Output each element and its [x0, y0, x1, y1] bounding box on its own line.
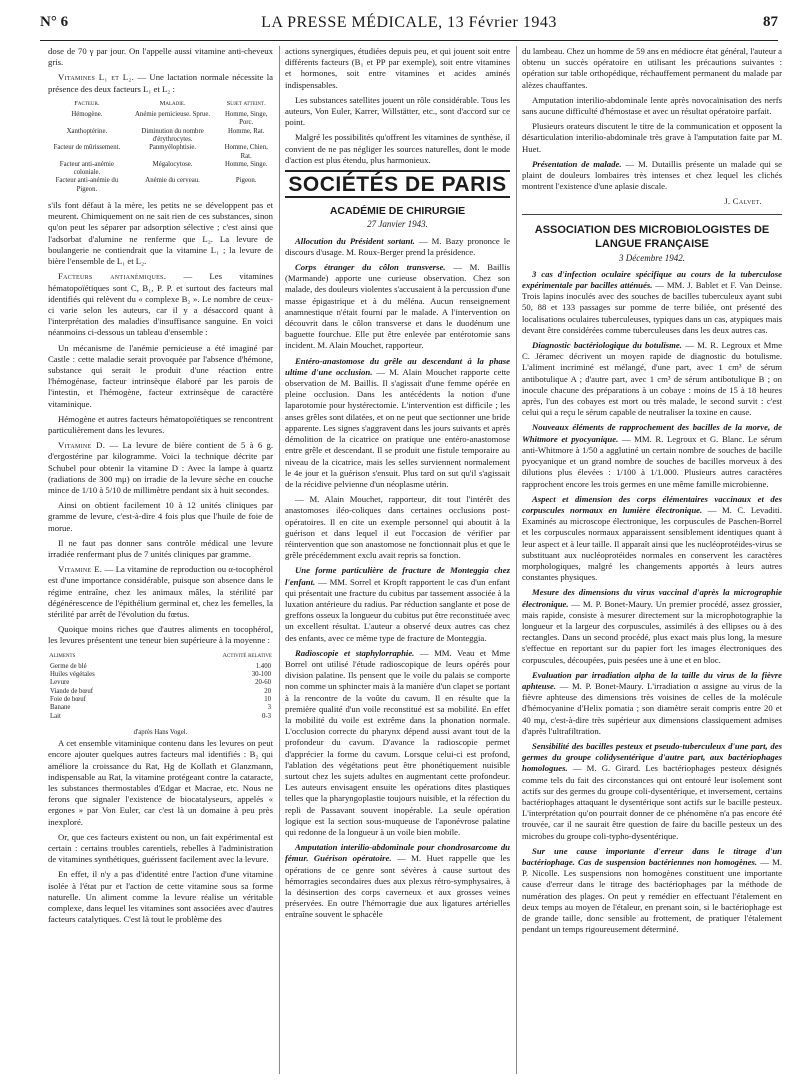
communication-text: — MM. R. Legroux et G. Blanc. Le sérum anti-Whitmore à 1/50 a agglutiné un certain nombre de souches de bacille pyocyanique et un grand nombre de souches de bacilles morveux à des dilutions plus élevées : 1/100 à 1/1.000. Plusieurs autres caractères rapprochent encore les trois germes en une même famille microbienne.: [522, 433, 782, 489]
table-source-note: d'après Hans Vogel.: [133, 728, 188, 736]
section-head: Facteurs antianémiques.: [58, 271, 167, 282]
communication-text: — MM. Sorrel et Kropft rapportent le cas d'un enfant qui présentait une fracture du cubitus par tassement associée à la luxation antérieure du radius. Par réduction sanglante et pose de greffons osseux la longueur du cubitus put être reconstituée avec un excellent résultat. L'auteur a observé deux autres cas chez des enfants, avec ce même type de fracture de Monteggia.: [285, 576, 510, 643]
table-anemia-factors: [48, 99, 273, 194]
column-divider: [279, 46, 280, 1074]
author-signature: J. Calvet.: [724, 196, 762, 207]
communication-title: Allocution du Président sortant.: [295, 235, 415, 246]
paragraph: Il ne faut pas donner sans contrôle médical une levure irradiée renfermant plus de 7 unités cliniques par gramme.: [48, 537, 273, 559]
table-header-row: [48, 99, 273, 111]
paragraph: Les substances satellites jouent un rôle considérable. Tous les auteurs, Von Euler, Karrer, Willstätter, etc., sont d'accord sur ce point.: [285, 94, 510, 128]
societes-banner: [285, 170, 510, 198]
paragraph-text: — Les vitamines hématopoïétiques sont C, B₁, P. P. et surtout des facteurs mal identifiés qui relèvent du « complexe B₂ ». Le nombre de ceux-ci varie selon les auteurs, car il y a désaccord quant à l'interprétation des maladies d'insuffisance sanguine. En voici néanmoins ci-dessous un tableau d'ensemble :: [48, 271, 273, 338]
communication: [522, 340, 782, 418]
table-cell: Levure: [50, 679, 70, 687]
paragraph: Amputation interilio-abdominale lente après novocaïnisation des nerfs sans aucune difficulté d'hémostase et avec un résultat opératoire parfait.: [522, 94, 782, 117]
table-cell: Xanthoptérine.: [66, 127, 108, 135]
communication-text: — MM. Veau et Mme Borrel ont utilisé l'étude radioscopique de leurs opérés pour division palatine. Ils pensent que le voile du palais se comporte non comme un sphincter mais à la manière d'un clapet se portant à la rencontre de la voûte du cavum. Il en résulte que la première qualité d'un voile reconstitué est sa mobilité. En effet la mobilité du voile est extrême dans la phonation normale. L'occlusion correcte du pharynx dépend aussi avant tout de la profondeur du cavum. D'avance la radioscopie permet d'apprécier la forme du cavum. Lorsque celui-ci est profond, l'ablation des végétations peut être phonétiquement nuisible surtout chez les sujets adultes en augmentant cette profondeur. Les auteurs envisagent ensuite les opérations dites plastiques telles que la pharyngoplastie toujours nuisible, et la réfection du repli de Passavant souvent inopérable. La seule opération logique est la section sous-muqueuse de l'aponévrose palatine qui redonne de la longueur à un voile bien mobile.: [285, 647, 510, 837]
table-cell: Banane: [50, 704, 71, 712]
column-left: [48, 46, 273, 1082]
communication-text: — M. G. Girard. Les bactériophages pesteux désignés comme tels du fait des circonstances qui ont entouré leur isolement sont actifs sur des germes du groupe coli-dysentérique, et inversement, certains bactériophages attaquant le dysentérique sont actifs sur le bacille pesteux. L'interprétation qu'on pourrait donner de ce phénomène n'a pas encore été trouvée, car il ne saurait être question de faire du bacille pesteux un des microbes du groupe coli-typho-dysentérique.: [522, 763, 782, 841]
table-cell: Hémogène.: [71, 111, 103, 119]
communication: [285, 356, 510, 490]
communication: [522, 159, 782, 193]
table-header-row: [48, 651, 273, 663]
table-header: Maladie.: [159, 99, 186, 107]
table-cell: 1.400: [255, 662, 271, 670]
communication-text: — M. C. Levaditi. Examinés au microscope électronique, les corpuscules de Paschen-Borrel et les corpuscules normaux apparaissent sensiblement identiques quant à leur aspect et à leur taille. Il apparaît ainsi que les nucléoprotéides-virus se substituant aux nucléoprotéides normales en conservent les caractères morphologiques, malgré les changements apportés à leurs autres constantes physiques.: [522, 504, 782, 583]
communication-title: Radioscopie et staphylorraphie.: [295, 647, 415, 658]
communication-title: Corps étranger du côlon transverse.: [295, 262, 446, 273]
session-date: 3 Décembre 1942.: [619, 252, 685, 263]
communication-text: — MM. J. Bablet et F. Van Deinse. Trois lapins inoculés avec des souches de bacilles tuberculeux ayant subi 50, 88 et 133 passages sur pomme de terre biliée, ont présenté des localisations oculaires tuberculeuses, typiques dans un cas, atypiques mais devant être considérées comme tuberculeuses dans les deux autres cas.: [522, 280, 782, 335]
communication: [522, 587, 782, 665]
communication-title: Mesure des dimensions du virus vaccinal d'après la micrographie électronique.: [522, 587, 782, 609]
page-number: 87: [763, 14, 778, 30]
paragraph: s'ils font défaut à la mère, les petits ne se développent pas et meurent. Chimiquement on ne sait rien de ces substances, sinon qu'on peut les séparer par adsorption sélective ; c'est ainsi que l'adsorbat d'alumine ne renferme que L₂. La levure de boulangerie ne contiendrait que la vitamine L₁ ; la levure de bière l'ensemble de L₁ et L₂.: [48, 200, 273, 267]
communication-title: Amputation interilio-abdominale pour chondrosarcome du fémur. Guérison opératoire.: [285, 842, 510, 864]
table-row: [48, 177, 273, 194]
table-row: [48, 688, 273, 696]
communication-text: — M. Huet rappelle que les opérations de ce genre sont sévères à cause surtout des hémorragies secondaires dues aux plexus rétro-symphysaires, à la désinsertion des corps caverneux et aux grosses veines préservées. En outre l'hémorragie due aux ligatures artérielles entraîne souvent le sphacèle: [285, 853, 510, 920]
paragraph-facteurs-antianemiques: [48, 271, 273, 338]
table-row: [48, 144, 273, 161]
table-cell: Anémie pernicieuse. Sprue.: [135, 111, 211, 119]
paragraph-text: — La levure de bière contient de 5 à 6 g. d'ergostérine par kilogramme. Voici la technique décrite par Schubel pour obtenir la vitamine D : Avec la lampe à quartz (radiations de 300 mμ) on irradie de la levure sèche en couche mince de 1/10 à 5/10 de millimètre pendant six à huit secondes.: [48, 440, 273, 495]
journal-title: LA PRESSE MÉDICALE, 13 Février 1943: [261, 14, 557, 31]
table-header: Activité relative: [222, 651, 272, 659]
table-cell: Panmyélophtisie.: [149, 144, 197, 152]
section-divider: [522, 214, 782, 215]
paragraph: Malgré les possibilités qu'offrent les vitamines de synthèse, il convient de ne pas négliger les sources naturelles, dont le mode d'action est plus étendu, plus harmonieux.: [285, 132, 510, 165]
table-row: [48, 704, 273, 712]
table-header: Aliments: [49, 651, 76, 659]
communication-text: — M. Dutaillis présente un malade qui se plaint de douleurs lombaires très intenses et chez lequel les clichés montrent l'existence d'une aplasie discale.: [522, 158, 782, 192]
communication: [522, 422, 782, 489]
paragraph: Or, que ces facteurs existent ou non, un fait expérimental est certain : certains troubles carentiels, rebelles à l'administration de vitamines synthétiques, guérissent facilement avec la levure.: [48, 831, 273, 865]
table-cell: 0-3: [261, 712, 271, 720]
table-tocopherol: [48, 651, 273, 721]
communication: [285, 236, 510, 258]
communication-text: — M. P. Bonet-Maury. Un premier procédé, assez grossier, mais rapide, consiste à mesurer directement sur la microphotographie la longueur et la largeur des corpuscules, assimilés à des ellipses ou à des rectangles. Dans un second procédé, plus exact mais plus long, la mesure s'effectue en reportant sur du papier fort les images électroniques des corpuscules, découpées, puis pesées une à une et en bloc.: [522, 598, 782, 665]
table-row: [48, 671, 273, 679]
paragraph-text: — Une lactation normale nécessite la présence des deux facteurs L₁ et L₂ :: [48, 72, 273, 94]
table-row: [48, 679, 273, 687]
table-cell: Viande de bœuf: [50, 687, 94, 695]
communication: [522, 670, 782, 737]
table-row: [48, 161, 273, 178]
paragraph: A cet ensemble vitaminique contenu dans les levures on peut encore ajouter quelques autres facteurs mal identifiés : B₂ qui améliore la croissance du Rat, Hg de Kollath et Glanzmann, indispensable au Rat, la vitamine protégeant contre la cataracte, les substances thermostables d'Edgar et Macrae, etc. Nous ne ferons que signaler l'existence de biocatalyseurs, appelés « ergones » par Von Euler, car c'est là un domaine à peu près inexploré.: [48, 738, 273, 827]
communication-title: Aspect et dimension des corps élémentaires vaccinaux et des corpuscules normaux en lumière électronique.: [522, 493, 782, 515]
table-cell: Mégalocytose.: [152, 160, 193, 168]
section-head: Vitamine E.: [58, 564, 103, 575]
table-header: Facteur.: [74, 99, 100, 107]
section-head: Vitamine D.: [58, 440, 106, 451]
table-cell: Foie de bœuf: [50, 696, 86, 704]
paragraph: En effet, il n'y a pas d'identité entre l'action d'une vitamine isolée à l'état pur et l'action de cette vitamine sous sa forme naturelle. Un aliment comme la levure réalise un véritable complexe, dans lequel les vitamines sont associées avec d'autres facteurs catalytiques. C'est là tout le problème des: [48, 869, 273, 925]
table-cell: 20: [264, 687, 271, 695]
communication-title: Présentation de malade.: [532, 158, 622, 169]
paragraph: Hémogène et autres facteurs hématopoïétiques se rencontrent particulièrement dans les levures.: [48, 413, 273, 435]
table-row: [48, 713, 273, 721]
communication-title: Nouveaux éléments de rapprochement des bacilles de la morve, de Whitmore et pyocyanique.: [522, 422, 782, 444]
table-cell: Diminution du nombre d'érythrocytes.: [141, 127, 204, 143]
paragraph: Quoique moins riches que d'autres aliments en tocophérol, les levures présentent une teneur bien supérieure à la moyenne :: [48, 624, 273, 646]
table-row: [48, 128, 273, 145]
communication-title: Diagnostic bactériologique du botulisme.: [532, 340, 682, 351]
column-divider: [516, 46, 517, 1074]
communication: [522, 846, 782, 936]
paragraph: — M. Alain Mouchet, rapporteur, dit tout l'intérêt des anastomoses iléo-coliques dans certaines occlusions post-opératoires. Il en cite un exemple personnel qui aboutit à la guérison et dans lequel il eut l'occasion de vérifier par réintervention que son anastomose ne fonctionnait plus et que le grêle précédemment exclu avait repris sa fonction.: [285, 494, 510, 561]
table-cell: Homme, Rat.: [227, 127, 265, 135]
table-cell: Germe de blé: [50, 662, 87, 670]
paragraph: Un mécanisme de l'anémie pernicieuse a été imaginé par Castle : cette maladie serait provoquée par l'absence d'hémone, substance qui serait le produit d'une réaction entre l'hémogénase, facteur intrinsèque élaboré par les parois de l'intestin, et l'hémogène, facteur extrinsèque de caractère vitaminique.: [48, 342, 273, 409]
communication-title: Sensibilité des bacilles pesteux et pseudo-tuberculeux d'une part, des germes du groupe colidysentérique d'autre part, aux bactériophages homologues.: [522, 740, 782, 774]
table-cell: Homme, Singe, Porc.: [224, 111, 268, 127]
communication-title: Evaluation par irradiation alpha de la taille du virus de la fièvre aphteuse.: [522, 669, 782, 691]
communication: [522, 269, 782, 336]
session-date: 27 Janvier 1943.: [367, 219, 428, 230]
communication: [285, 648, 510, 838]
communication-text: — M. R. Legroux et Mme C. Jéramec décrivent un moyen rapide de diagnostic du botulisme. L'aliment incriminé est mélangé, d'une part, avec 1 cm³ de sérum antibotulique A ; d'autre part, avec 1 cm³ de sérum antibotulique B ; on inocule chacune des préparations à un cobaye : moins de 15 à 18 heures après, l'un des cobayes est mort ou très malade, le second survit : c'est celui qui a reçu le sérum capable de neutraliser la toxine en cause.: [522, 340, 782, 418]
paragraph: actions synergiques, étudiées depuis peu, et qui jouent soit entre différents facteurs (B₁ et PP par exemple), soit entre vitamines et hormones, soit entre vitamines et acides aminés indispensables.: [285, 46, 510, 90]
column-right: [522, 46, 782, 1082]
communication-text: — M. P. Nicolle. Les suspensions non homogènes constituent une importante cause d'erreur dans le titrage des bactériophages par la méthode de numération des plages. On peut y remédier en effectuant l'étalement en deux temps au moyen de l'étaleur, en prenant soin, si le bactériophage est de grande taille, donc sensible au frottement, de pratiquer l'étalement pendant un temps rigoureusement déterminé.: [522, 857, 782, 935]
paragraph-text: — La vitamine de reproduction ou α-tocophérol est d'une importance considérable, puisque son absence dans le régime entraîne, chez les animaux mâles, la stérilité par dégénérescence de l'épithélium germinal et, chez les femelles, la stérilité par arrêt de l'évolution du fœtus.: [48, 564, 273, 619]
table-cell: Lait: [50, 712, 61, 720]
paragraph: Ainsi on obtient facilement 10 à 12 unités cliniques par gramme de levure, c'est-à-dire 4 fois plus que l'huile de foie de morue.: [48, 500, 273, 533]
header-rule: [40, 40, 778, 41]
communication-title: Entéro-anastomose du grêle au descendant à la phase ultime d'une occlusion.: [285, 355, 510, 377]
paragraph-vitamine-l: [48, 72, 273, 94]
communication-text: — M. P. Bonet-Maury. L'irradiation α assigne au virus de la fièvre aphteuse des dimensions très voisines de celles de la molécule d'hémocyanine d'Helix pomatia ; son diamètre serait compris entre 20 et 40 mμ, c'est-à-dire très supérieur aux dimensions classiquement admises d'après l'ultrafiltration.: [522, 680, 782, 736]
academie-title: ACADÉMIE DE CHIRURGIE: [329, 205, 466, 218]
paragraph: dose de 70 γ par jour. On l'appelle aussi vitamine anti-cheveux gris.: [48, 46, 273, 68]
communication: [522, 741, 782, 842]
communication-title: Sur une cause importante d'erreur dans le titrage d'un bactériophage. Cas de suspension bactériennes non homogènes.: [522, 845, 782, 867]
table-cell: 10: [264, 696, 271, 704]
table-row: [48, 696, 273, 704]
paragraph-vitamine-d: [48, 440, 273, 496]
communication-text: — M. Alain Mouchet rapporte cette observation de M. Baillis. Il s'agissait d'une femme opérée en pleine occlusion. Dans les antécédents la notion d'une laparotomie pour hystérectomie. L'intervention est difficile ; les anses grêles sont dilatées, et on ne peut que sectionner une bride apparente. Les signes s'aggravent dans les jours suivants et après démolition de la cicatrice on pratique une entéro-anastomose entre grêle et descendant. Il se produit une fistule temporaire au niveau de la cicatrice, mais les selles surviennent normalement le 4e jour et la guérison s'ensuit. Plus tard on sut qu'il s'agissait de la récidive pelvienne d'un néoplasme utérin.: [285, 366, 510, 489]
section-head: Vitamines L₁ et L₂.: [58, 72, 135, 83]
table-cell: Facteur anti-anémie du Pigeon.: [55, 177, 119, 193]
communication: [285, 262, 510, 352]
table-cell: Facteur de mûrissement.: [53, 144, 121, 152]
paragraph-vitamine-e: [48, 564, 273, 620]
table-cell: Facteur anti-anémie coloniale.: [59, 160, 114, 177]
column-middle: [285, 46, 510, 1082]
table-row: [48, 663, 273, 671]
communication-title: 3 cas d'infection oculaire spécifique au cours de la tuberculose expérimentale par bacilles atténués.: [522, 268, 782, 291]
table-cell: Huiles végétales: [50, 671, 95, 679]
communication-title: Une forme particulière de fracture de Monteggia chez l'enfant.: [285, 565, 510, 587]
communication: [522, 494, 782, 584]
table-cell: Anémie du cerveau.: [145, 177, 200, 185]
table-cell: 20-60: [255, 679, 271, 687]
paragraph: Plusieurs orateurs discutent le titre de la communication et opposent la désarticulation interilio-abdominale très grave à l'amputation faite par M. Huet.: [522, 121, 782, 154]
table-cell: Homme, Singe.: [224, 160, 268, 168]
table-cell: Pigeon.: [235, 177, 257, 185]
communication-text: — M. Baillis (Marmande) apporte une curieuse observation. Chez son malade, des douleurs violentes s'accusaient à la percussion d'une masse épigastrique et à du méléna. Aucun renseignement anamnestique n'était fourni par le malade. A l'intervention on découvrit dans le côlon transverse et dans le duodénum une baguette fourchue. Elle put être enlevée par entérotomie sans incident. M. Alain Mouchet, rapporteur.: [285, 262, 510, 351]
association-title: ASSOCIATION DES MICROBIOLOGISTES DE LANGUE FRANÇAISE: [534, 223, 770, 250]
table-header: Sujet atteint.: [226, 99, 266, 107]
table-cell: 30-100: [251, 671, 271, 679]
page-header: [40, 14, 778, 38]
communication-text: — M. Bazy prononce le discours d'usage. M. Roux-Berger prend la présidence.: [285, 235, 510, 257]
communication: [285, 565, 510, 643]
table-cell: 3: [267, 704, 271, 712]
paragraph: du lambeau. Chez un homme de 59 ans en médiocre état général, l'auteur a obtenu un succès opératoire en utilisant les précautions suivantes : opération sur table orthopédique, réchauffement permanent du malade par alèzes chauffantes.: [522, 46, 782, 90]
table-row: [48, 111, 273, 128]
table-cell: Homme, Chien, Rat.: [224, 144, 268, 160]
communication: [285, 842, 510, 920]
page-number-label: N° 6: [40, 14, 69, 30]
societes-title: SOCIÉTÉS DE PARIS: [288, 173, 507, 197]
